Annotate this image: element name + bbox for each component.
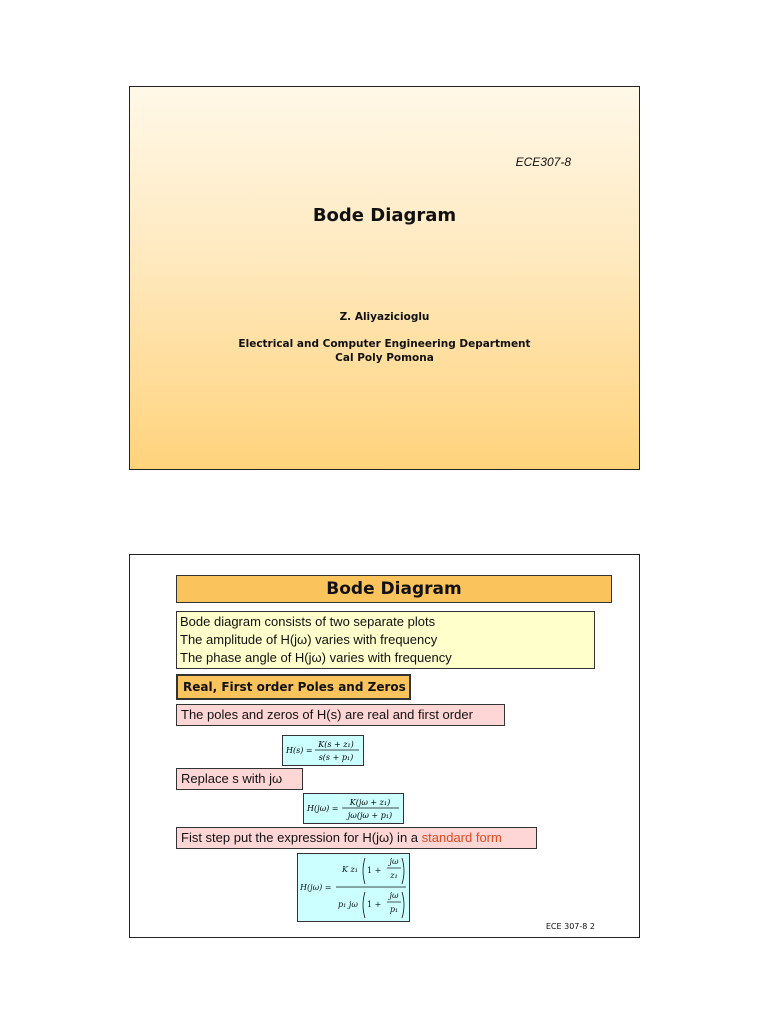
- eq3-num-prefix: K z₁: [342, 865, 358, 874]
- equation-hs: [282, 735, 364, 766]
- course-code: ECE307-8: [515, 155, 571, 169]
- slide-title: Bode Diagram: [312, 205, 457, 226]
- info-line: Bode diagram consists of two separate plots: [180, 614, 436, 629]
- author-name: Z. Aliyazicioglu: [339, 311, 430, 323]
- eq3-den-one: 1 +: [367, 900, 382, 909]
- eq3-lhs: H(jω) =: [300, 883, 332, 892]
- info-box: [176, 611, 595, 669]
- slide-heading: Bode Diagram: [176, 575, 612, 603]
- standard-form-statement: [176, 827, 537, 849]
- eq3-den-frac-den: p₁: [389, 905, 399, 914]
- step-text: Fist step put the expression for H(jω) in a: [181, 830, 422, 845]
- department-name: Electrical and Computer Engineering Department: [238, 338, 531, 350]
- slide-footer: ECE 307-8 2: [545, 922, 595, 931]
- title-slide: [129, 86, 640, 470]
- poles-statement: The poles and zeros of H(s) are real and first order: [176, 704, 505, 726]
- eq1-lhs: H(s) =: [286, 746, 313, 755]
- eq2-denominator: jω(jω + p₁): [347, 811, 393, 820]
- eq1-denominator: s(s + p₁): [318, 753, 354, 762]
- info-line: The phase angle of H(jω) varies with frequency: [180, 650, 452, 665]
- eq3-num-one: 1 +: [367, 866, 382, 875]
- replace-statement: Replace s with jω: [176, 768, 303, 790]
- content-slide: [129, 554, 640, 938]
- eq1-numerator: K(s + z₁): [318, 740, 354, 749]
- eq3-den-frac-num: jω: [389, 891, 399, 900]
- standard-form-highlight: standard form: [421, 830, 502, 845]
- eq3-num-frac-num: jω: [389, 857, 399, 866]
- eq3-den-prefix: p₁ jω: [338, 900, 358, 909]
- eq2-numerator: K(jω + z₁): [349, 798, 391, 807]
- school-name: Cal Poly Pomona: [335, 352, 434, 364]
- equation-standard-form: [297, 853, 410, 922]
- eq3-num-frac-den: z₁: [390, 871, 398, 880]
- affiliation: [130, 337, 639, 365]
- eq2-lhs: H(jω) =: [307, 804, 339, 813]
- section-subheading: Real, First order Poles and Zeros: [176, 674, 411, 700]
- equation-hjw: [303, 793, 404, 824]
- info-line: The amplitude of H(jω) varies with frequency: [180, 632, 438, 647]
